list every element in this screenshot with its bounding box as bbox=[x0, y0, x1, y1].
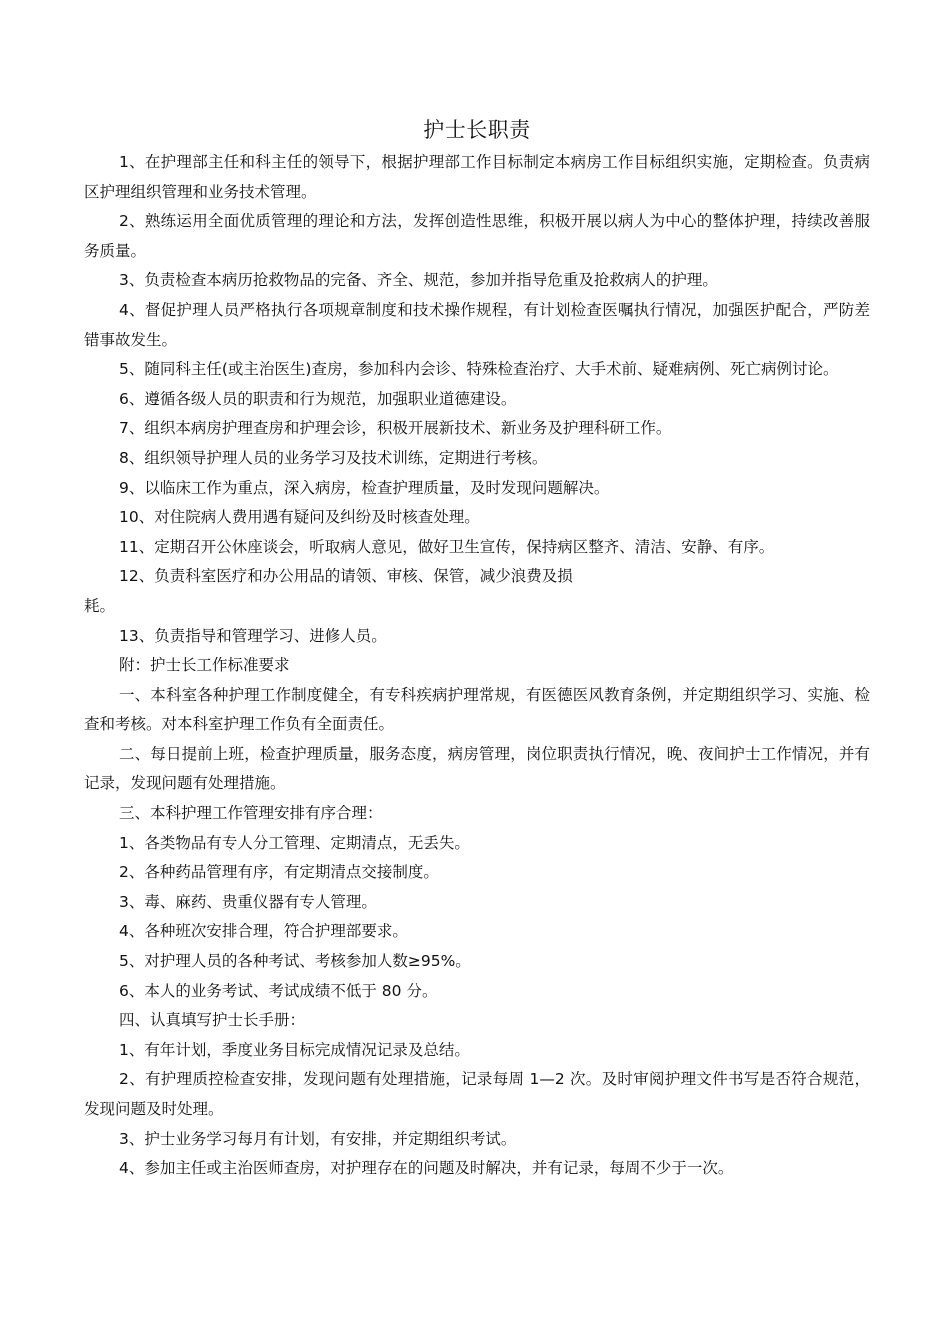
paragraph: 四、认真填写护士长手册： bbox=[119, 1011, 306, 1030]
paragraph: 3、负责检查本病历抢救物品的完备、齐全、规范，参加并指导危重及抢救病人的护理。 bbox=[119, 271, 718, 290]
document-body bbox=[84, 148, 870, 1184]
paragraph: 5、对护理人员的各种考试、考核参加人数≥95%。 bbox=[119, 952, 471, 971]
paragraph: 4、督促护理人员严格执行各项规章制度和技术操作规程，有计划检查医嘱执行情况，加强医护配合，严防差错事故发生。 bbox=[84, 300, 870, 349]
paragraph: 6、遵循各级人员的职责和行为规范，加强职业道德建设。 bbox=[119, 389, 517, 408]
paragraph: 8、组织领导护理人员的业务学习及技术训练，定期进行考核。 bbox=[119, 448, 548, 467]
paragraph: 12、负责科室医疗和办公用品的请领、审核、保管，减少浪费及损 耗。 bbox=[84, 567, 573, 615]
paragraph: 11、定期召开公休座谈会，听取病人意见，做好卫生宣传，保持病区整齐、清洁、安静、有序。 bbox=[119, 537, 775, 556]
paragraph: 附：护士长工作标准要求 bbox=[119, 656, 290, 675]
paragraph: 7、组织本病房护理查房和护理会诊，积极开展新技术、新业务及护理科研工作。 bbox=[119, 419, 672, 438]
paragraph: 1、有年计划，季度业务目标完成情况记录及总结。 bbox=[119, 1040, 470, 1059]
paragraph: 2、熟练运用全面优质管理的理论和方法，发挥创造性思维，积极开展以病人为中心的整体护理，持续改善服务质量。 bbox=[84, 212, 870, 260]
paragraph: 1、在护理部主任和科主任的领导下，根据护理部工作目标制定本病房工作目标组织实施，定期检查。负责病区护理组织管理和业务技术管理。 bbox=[84, 153, 870, 201]
paragraph: 1、各类物品有专人分工管理、定期清点，无丢失。 bbox=[119, 833, 470, 852]
paragraph: 9、以临床工作为重点，深入病房，检查护理质量，及时发现问题解决。 bbox=[119, 478, 610, 497]
paragraph: 二、每日提前上班，检查护理质量，服务态度，病房管理，岗位职责执行情况，晚、夜间护士工作情况，并有记录，发现问题有处理措施。 bbox=[84, 744, 870, 793]
paragraph: 5、随同科主任(或主治医生)查房，参加科内会诊、特殊检查治疗、大手术前、疑难病例、死亡病例讨论。 bbox=[119, 360, 839, 379]
paragraph: 10、对住院病人费用遇有疑问及纠纷及时核查处理。 bbox=[119, 508, 480, 527]
paragraph: 3、毒、麻药、贵重仪器有专人管理。 bbox=[119, 892, 377, 911]
paragraph: 3、护士业务学习每月有计划，有安排，并定期组织考试。 bbox=[119, 1129, 517, 1148]
document-title: 护士长职责 bbox=[423, 118, 531, 142]
paragraph: 6、本人的业务考试、考试成绩不低于 80 分。 bbox=[119, 981, 438, 1000]
paragraph: 4、参加主任或主治医师查房，对护理存在的问题及时解决，并有记录，每周不少于一次。 bbox=[119, 1159, 734, 1178]
paragraph: 2、有护理质控检查安排，发现问题有处理措施，记录每周 1—2 次。及时审阅护理文件书写是否符合规范，发现问题及时处理。 bbox=[84, 1070, 870, 1118]
paragraph: 4、各种班次安排合理，符合护理部要求。 bbox=[119, 922, 408, 941]
document-page bbox=[84, 112, 870, 1184]
paragraph: 13、负责指导和管理学习、进修人员。 bbox=[119, 626, 387, 645]
paragraph: 三、本科护理工作管理安排有序合理： bbox=[119, 804, 383, 823]
paragraph: 一、本科室各种护理工作制度健全，有专科疾病护理常规，有医德医风教育条例，并定期组织学习、实施、检查和考核。对本科室护理工作负有全面责任。 bbox=[84, 685, 870, 734]
paragraph: 2、各种药品管理有序，有定期清点交接制度。 bbox=[119, 863, 439, 882]
